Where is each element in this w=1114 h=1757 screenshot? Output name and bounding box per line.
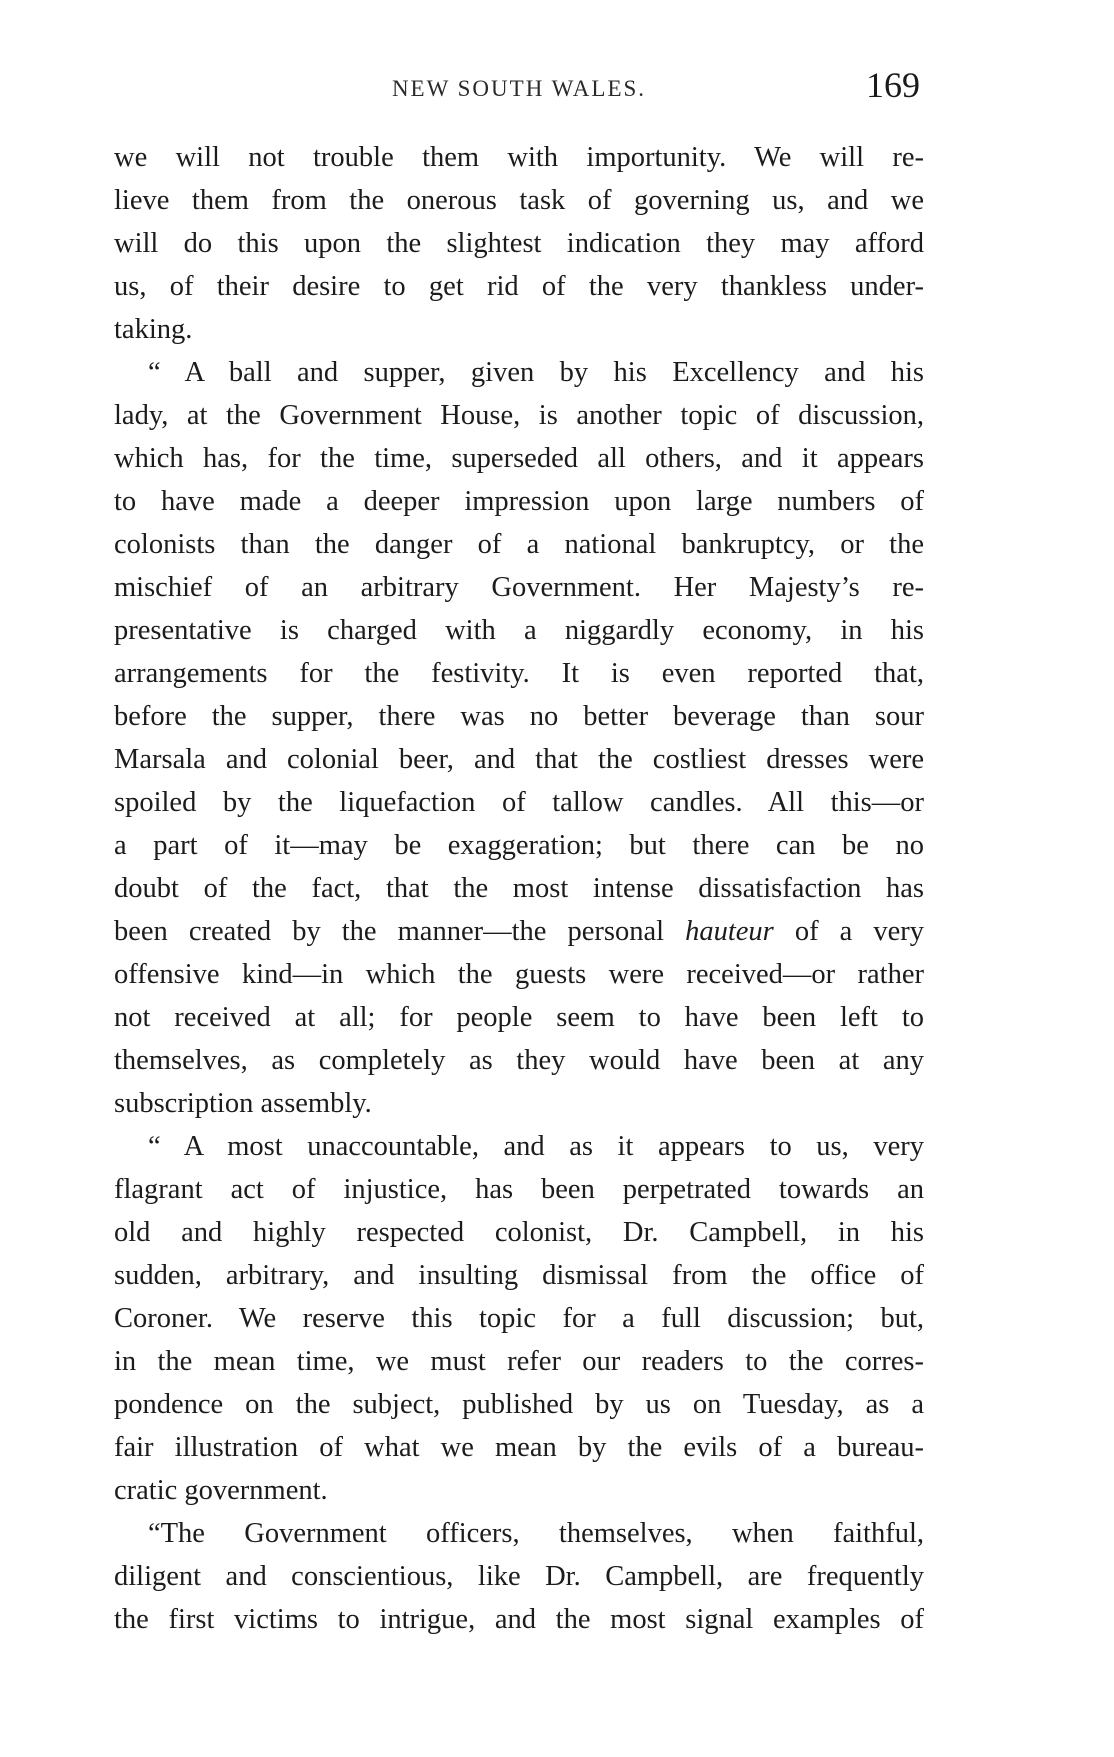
text-line: we will not trouble them with importunity. We will re- (114, 142, 924, 173)
text-line: doubt of the fact, that the most intense dissatisfaction has (114, 873, 924, 904)
text-segment: been created by the manner—the personal (114, 916, 686, 947)
text-line: spoiled by the liquefaction of tallow candles. All this—or (114, 787, 924, 818)
text-line: old and highly respected colonist, Dr. Campbell, in his (114, 1217, 924, 1248)
text-line: mischief of an arbitrary Government. Her Majesty’s re- (114, 572, 924, 603)
text-line: subscription assembly. (114, 1088, 372, 1119)
text-line: which has, for the time, superseded all others, and it appears (114, 443, 924, 474)
body-text (114, 136, 924, 1641)
text-line: arrangements for the festivity. It is even reported that, (114, 658, 924, 689)
text-line: “The Government officers, themselves, when faithful, (148, 1518, 924, 1549)
text-line: not received at all; for people seem to have been left to (114, 1002, 924, 1033)
page-number: 169 (866, 65, 920, 105)
text-line: “ A ball and supper, given by his Excellency and his (148, 357, 924, 388)
running-title: NEW SOUTH WALES. (391, 76, 647, 101)
text-line: taking. (114, 314, 193, 345)
text-line: cratic government. (114, 1475, 328, 1506)
text-line: Coroner. We reserve this topic for a full discussion; but, (114, 1303, 924, 1334)
text-line: presentative is charged with a niggardly economy, in his (114, 615, 924, 646)
text-line: lieve them from the onerous task of governing us, and we (114, 185, 924, 216)
text-segment: of a very (773, 916, 925, 947)
text-line: a part of it—may be exaggeration; but there can be no (114, 830, 924, 861)
text-line: before the supper, there was no better beverage than sour (114, 701, 924, 732)
text-line: fair illustration of what we mean by the evils of a bureau- (114, 1432, 924, 1463)
text-line: themselves, as completely as they would have been at any (114, 1045, 924, 1076)
text-line: to have made a deeper impression upon large numbers of (114, 486, 924, 517)
paragraph-3 (114, 1125, 924, 1512)
text-line: in the mean time, we must refer our readers to the corres- (114, 1346, 924, 1377)
italic-word: hauteur (685, 916, 774, 947)
text-line: offensive kind—in which the guests were received—or rather (114, 959, 924, 990)
paragraph-1 (114, 136, 924, 351)
text-line: “ A most unaccountable, and as it appears to us, very (148, 1131, 924, 1162)
paragraph-2 (114, 351, 924, 1125)
text-line: Marsala and colonial beer, and that the costliest dresses were (114, 744, 924, 775)
text-line: diligent and conscientious, like Dr. Campbell, are frequently (114, 1561, 924, 1592)
text-line: will do this upon the slightest indication they may afford (114, 228, 924, 259)
text-line: the first victims to intrigue, and the most signal examples of (114, 1604, 924, 1635)
text-line-with-italic (114, 910, 924, 953)
paragraph-4 (114, 1512, 924, 1641)
running-head (114, 65, 924, 108)
text-line: pondence on the subject, published by us on Tuesday, as a (114, 1389, 924, 1420)
text-line: colonists than the danger of a national bankruptcy, or the (114, 529, 924, 560)
text-line: sudden, arbitrary, and insulting dismissal from the office of (114, 1260, 924, 1291)
text-line: flagrant act of injustice, has been perpetrated towards an (114, 1174, 924, 1205)
text-line: lady, at the Government House, is another topic of discussion, (114, 400, 924, 431)
text-line: us, of their desire to get rid of the very thankless under- (114, 271, 924, 302)
